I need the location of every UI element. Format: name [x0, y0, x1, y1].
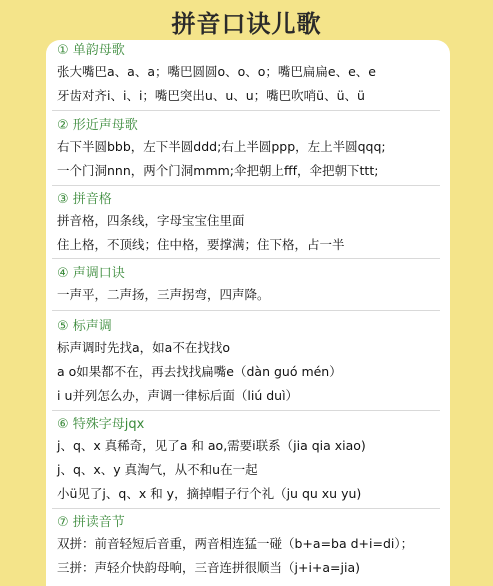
section-heading: ⑤ 标声调	[57, 319, 112, 334]
divider	[52, 110, 440, 111]
divider	[52, 508, 440, 509]
section-line: 小ü见了j、q、x 和 y，摘掉帽子行个礼（ju qu xu yu)	[57, 486, 362, 501]
page-title: 拼音口诀儿歌	[171, 9, 322, 38]
section-heading: ⑦ 拼读音节	[57, 515, 125, 530]
section-heading: ④ 声调口诀	[57, 266, 125, 281]
section-line: j、q、x、y 真淘气，从不和u在一起	[57, 462, 258, 477]
section-line: 一声平，二声扬，三声拐弯，四声降。	[57, 287, 270, 302]
section-pinyin-grid	[57, 191, 487, 257]
section-line: i u并列怎么办，声调一律标后面（liú duì）	[57, 388, 299, 403]
section-tone-marking	[57, 318, 487, 408]
title-bar	[0, 0, 493, 42]
section-line: 拼音格，四条线，字母宝宝住里面	[57, 213, 245, 228]
section-line: 张大嘴巴a、a、a；嘴巴圆圆o、o、o；嘴巴扁扁e、e、e	[57, 64, 376, 79]
divider	[52, 185, 440, 186]
divider	[52, 310, 440, 311]
section-line: a o如果都不在，再去找找扁嘴e（dàn guó mén）	[57, 364, 342, 379]
section-line: 标声调时先找a，如a不在找找o	[57, 340, 230, 355]
section-line: j、q、x 真稀奇，见了a 和 ao,需要i联系（jia qia xiao)	[57, 438, 366, 453]
section-heading: ③ 拼音格	[57, 192, 112, 207]
section-heading: ⑥ 特殊字母jqx	[57, 417, 145, 432]
divider	[52, 410, 440, 411]
section-line: 双拼：前音轻短后音重，两音相连猛一碰（b+a=ba d+i=di）；	[57, 536, 414, 551]
section-line: 一个门洞nnn，两个门洞mmm;伞把朝上fff，伞把朝下ttt;	[57, 163, 379, 178]
section-line: 住上格，不顶线；住中格，要撑满；住下格，占一半	[57, 237, 345, 252]
section-line: 牙齿对齐i、i、i；嘴巴突出u、u、u；嘴巴吹哨ü、ü、ü	[57, 88, 365, 103]
section-line: 右下半圆bbb，左下半圆ddd;右上半圆ppp，左上半圆qqq;	[57, 139, 386, 154]
section-jqx	[57, 416, 487, 506]
section-vowels	[57, 42, 487, 108]
section-similar-initials	[57, 117, 487, 183]
divider	[52, 258, 440, 259]
section-heading: ① 单韵母歌	[57, 43, 125, 58]
section-tones	[57, 265, 487, 307]
section-syllables	[57, 514, 487, 580]
section-line: 三拼：声轻介快韵母响，三音连拼很顺当（j+i+a=jia)	[57, 560, 361, 575]
section-heading: ② 形近声母歌	[57, 118, 138, 133]
